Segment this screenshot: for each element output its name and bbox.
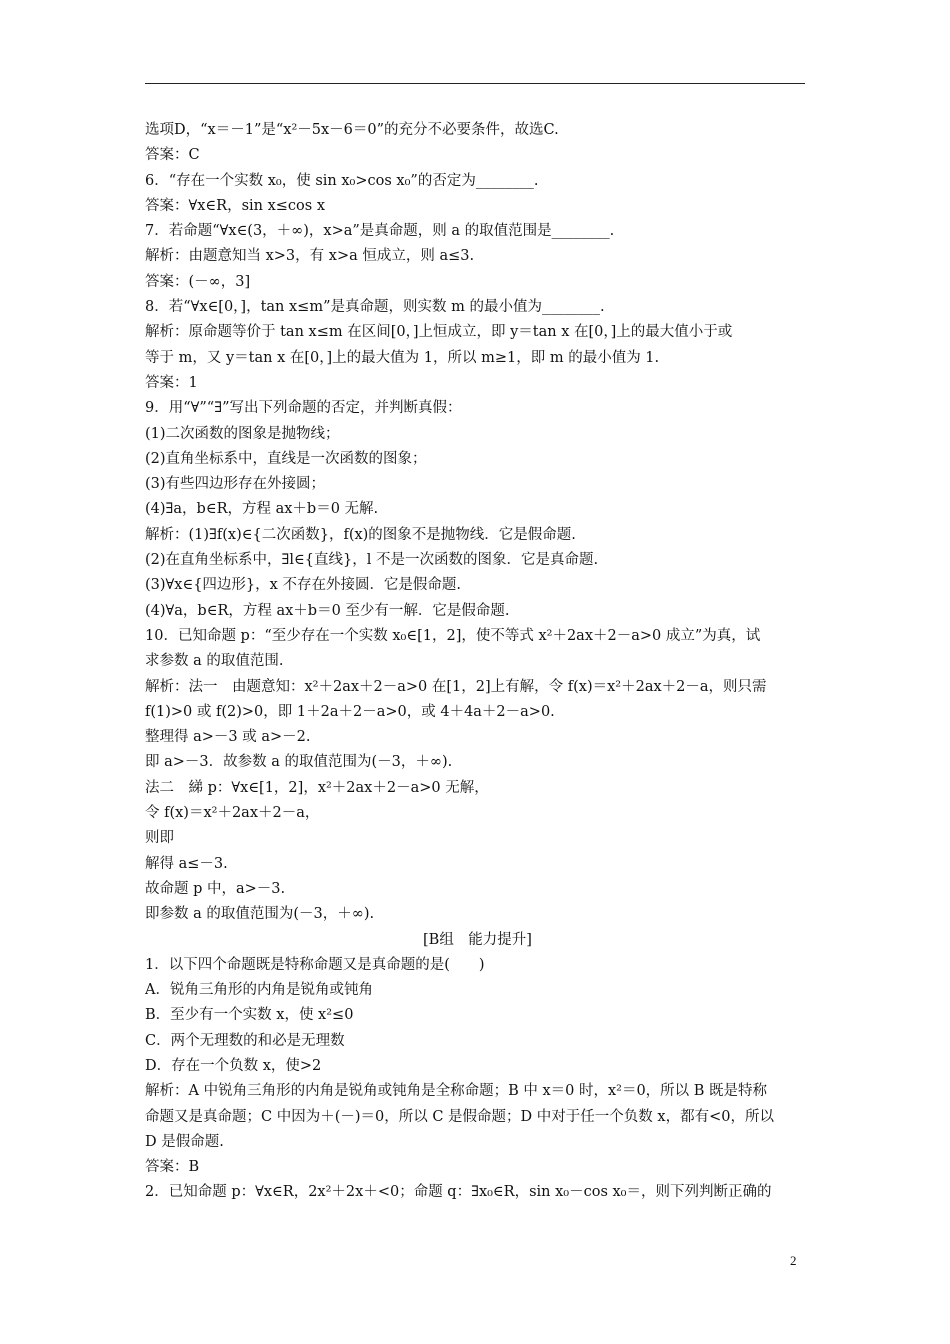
text-line: 解析：由题意知当 x>3，有 x>a 恒成立，则 a≤3. (145, 248, 475, 265)
text-line: 则即 (145, 830, 174, 847)
text-line: 答案：(－∞，3] (145, 273, 251, 290)
text-line: 法二 綈 p：∀x∈[1，2]，x²＋2ax＋2－a>0 无解， (145, 779, 489, 796)
text-line: 解析：原命题等价于 tan x≤m 在区间[0，]上恒成立，即 y＝tan x 在[0，]上的最大值小于或 (145, 324, 733, 341)
text-line: 答案：1 (145, 374, 198, 391)
text-line: (4)∃a，b∈R，方程 ax＋b＝0 无解. (145, 501, 379, 518)
text-line: C．两个无理数的和必是无理数 (145, 1032, 345, 1049)
text-line: 9．用“∀”“∃”写出下列命题的否定，并判断真假： (145, 400, 462, 417)
text-line: 整理得 a>－3 或 a>－2. (145, 729, 311, 746)
header-rule (145, 83, 805, 84)
text-line: (4)∀a，b∈R，方程 ax＋b＝0 至少有一解．它是假命题. (145, 602, 510, 619)
document-body (145, 118, 810, 1206)
text-line: 解析：法一 由题意知：x²＋2ax＋2－a>0 在[1，2]上有解，令 f(x)＝x²＋2ax＋2－a，则只需 (145, 678, 767, 695)
text-line: 2．已知命题 p：∀x∈R，2x²＋2x＋<0；命题 q：∃x₀∈R，sin x₀－cos x₀＝，则下列判断正确的 (145, 1184, 772, 1201)
page-number: 2 (790, 1253, 797, 1268)
text-line: f(1)>0 或 f(2)>0，即 1＋2a＋2－a>0，或 4＋4a＋2－a>0. (145, 703, 555, 720)
text-line: 解析：A 中锐角三角形的内角是锐角或钝角是全称命题；B 中 x＝0 时，x²＝0，所以 B 既是特称 (145, 1083, 768, 1100)
text-line: 故命题 p 中，a>－3. (145, 880, 286, 897)
text-line: 等于 m，又 y＝tan x 在[0，]上的最大值为 1，所以 m≥1，即 m 的最小值为 1. (145, 349, 660, 366)
text-line: 8．若“∀x∈[0，]，tan x≤m”是真命题，则实数 m 的最小值为________. (145, 299, 605, 316)
text-line: 命题又是真命题；C 中因为＋(－)＝0，所以 C 是假命题；D 中对于任一个负数 x，都有<0，所以 (145, 1108, 774, 1125)
text-line: (1)二次函数的图象是抛物线； (145, 425, 340, 442)
text-line: 答案：C (145, 147, 200, 164)
text-line: 10．已知命题 p：“至少存在一个实数 x₀∈[1，2]，使不等式 x²＋2ax＋2－a>0 成立”为真，试 (145, 627, 761, 644)
text-line: 解析：(1)∃f(x)∈{二次函数}，f(x)的图象不是抛物线．它是假命题. (145, 526, 576, 543)
text-line: 求参数 a 的取值范围. (145, 653, 284, 670)
text-line: D 是假命题. (145, 1133, 224, 1150)
text-line: 答案：B (145, 1159, 200, 1176)
text-line: 令 f(x)＝x²＋2ax＋2－a， (145, 805, 320, 822)
text-line: 7．若命题“∀x∈(3，＋∞)，x>a”是真命题，则 a 的取值范围是________. (145, 223, 615, 240)
text-line: 即 a>－3．故参数 a 的取值范围为(－3，＋∞). (145, 754, 453, 771)
text-line: A．锐角三角形的内角是锐角或钝角 (145, 982, 373, 999)
text-line: 答案：∀x∈R，sin x≤cos x (145, 197, 326, 214)
text-line: B．至少有一个实数 x，使 x²≤0 (145, 1007, 354, 1024)
text-line: 选项D，“x＝－1”是“x²－5x－6＝0”的充分不必要条件，故选C. (145, 122, 559, 138)
section-heading: [B组 能力提升] (423, 931, 532, 948)
text-line: 1．以下四个命题既是特称命题又是真命题的是( ) (145, 956, 485, 973)
text-line: D．存在一个负数 x，使>2 (145, 1057, 322, 1074)
text-line: (3)∀x∈{四边形}，x 不存在外接圆．它是假命题. (145, 577, 462, 594)
text-line: 即参数 a 的取值范围为(－3，＋∞). (145, 906, 375, 923)
text-line: (3)有些四边形存在外接圆； (145, 476, 326, 493)
text-line: (2)在直角坐标系中，∃l∈{直线}，l 不是一次函数的图象．它是真命题. (145, 552, 599, 569)
text-line: (2)直角坐标系中，直线是一次函数的图象； (145, 450, 427, 467)
text-line: 6．“存在一个实数 x₀，使 sin x₀>cos x₀”的否定为________. (145, 172, 539, 189)
text-line: 解得 a≤－3. (145, 855, 228, 872)
